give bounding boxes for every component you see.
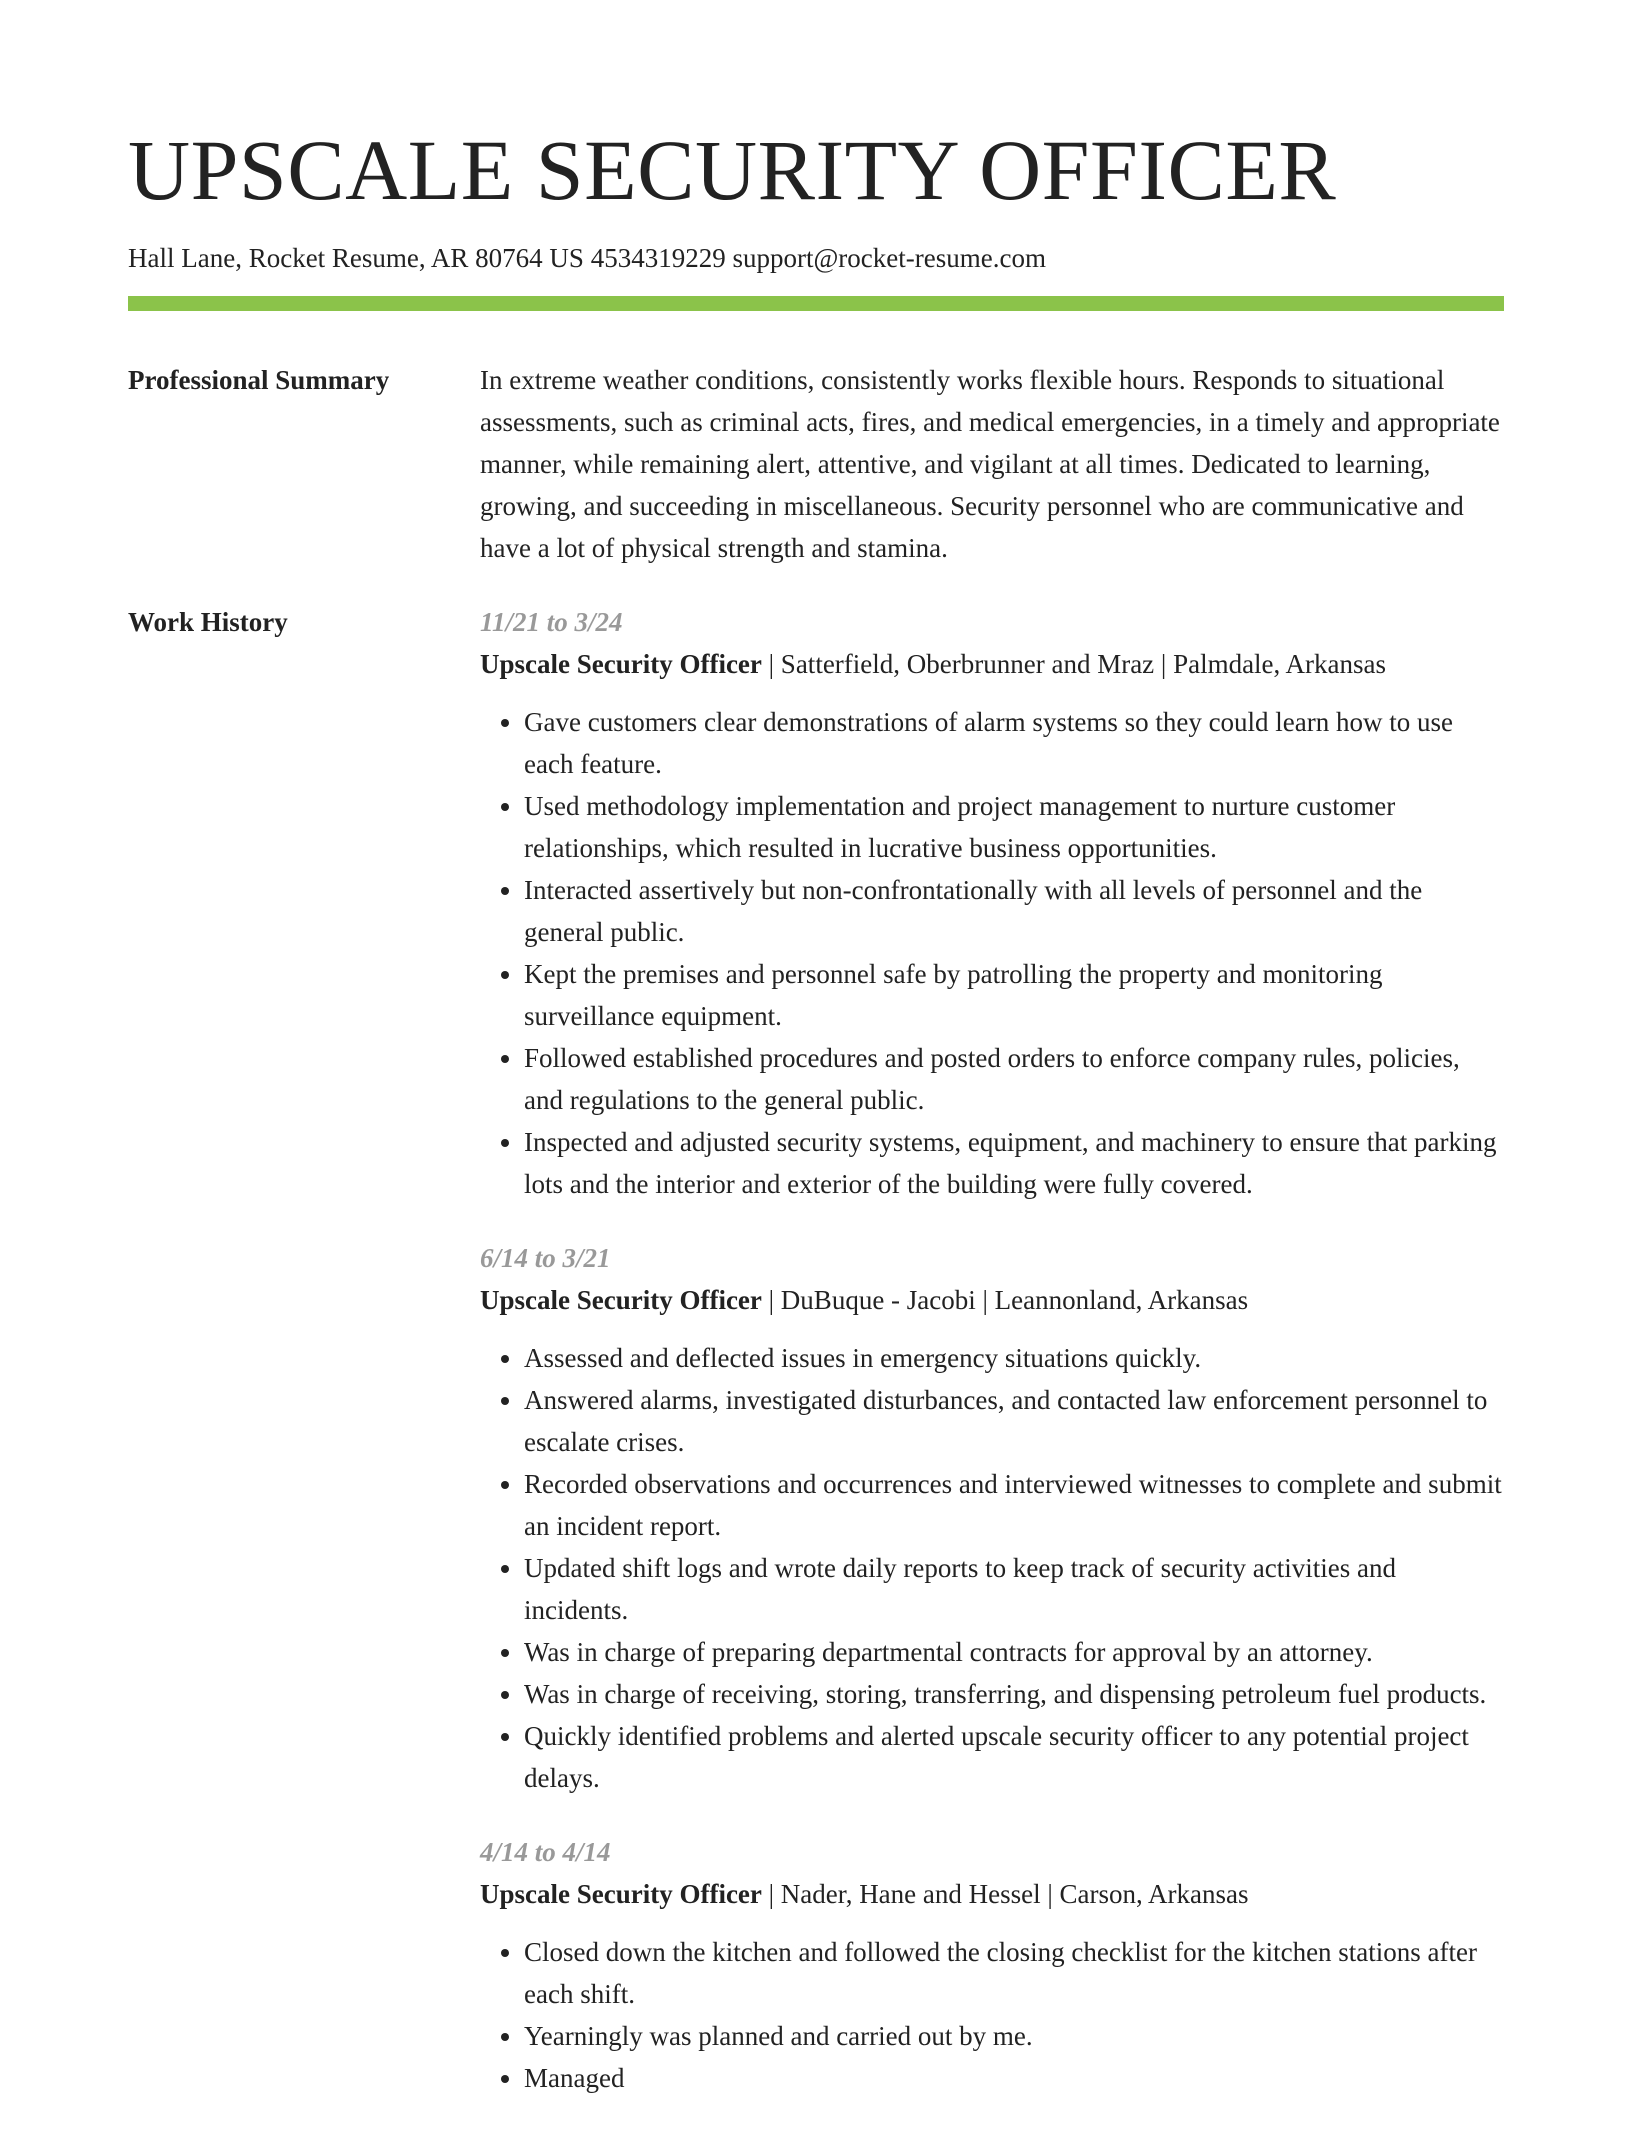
job-dates: 11/21 to 3/24 xyxy=(480,607,623,637)
job-entry xyxy=(480,601,1504,1205)
job-title-line xyxy=(480,1279,1504,1321)
section-label-work-history: Work History xyxy=(128,607,288,637)
job-bullet: • Quickly identified problems and alerted upscale security officer to any potential project delays. xyxy=(524,1715,1504,1799)
summary-body xyxy=(480,359,1504,569)
job-bullet-list xyxy=(480,1931,1504,2099)
job-title: Upscale Security Officer xyxy=(480,649,762,679)
job-bullet: • Was in charge of receiving, storing, transferring, and dispensing petroleum fuel products. xyxy=(524,1673,1504,1715)
header-divider xyxy=(128,296,1504,311)
summary-text: In extreme weather conditions, consistently works flexible hours. Responds to situational assessments, such as criminal acts, fires, and medical emergencies, in a timely and appropriate manner, while remaining alert, attentive, and vigilant at all times. Dedicated to learning, growing, and succeeding in miscellaneous. Security personnel who are communicative and have a lot of physical strength and stamina. xyxy=(480,365,1500,563)
work-history-body xyxy=(480,601,1504,2131)
job-bullet: • Recorded observations and occurrences and interviewed witnesses to complete and submit an incident report. xyxy=(524,1463,1504,1547)
job-title: Upscale Security Officer xyxy=(480,1879,762,1909)
job-bullet: • Answered alarms, investigated disturbances, and contacted law enforcement personnel to escalate crises. xyxy=(524,1379,1504,1463)
job-dates: 4/14 to 4/14 xyxy=(480,1837,611,1867)
job-bullet: • Assessed and deflected issues in emergency situations quickly. xyxy=(524,1337,1504,1379)
job-bullet: • Inspected and adjusted security systems, equipment, and machinery to ensure that parking lots and the interior and exterior of the building were fully covered. xyxy=(524,1121,1504,1205)
job-entry xyxy=(480,1831,1504,2099)
work-history-section xyxy=(128,601,1504,2131)
job-entry xyxy=(480,1237,1504,1799)
contact-info: Hall Lane, Rocket Resume, AR 80764 US 4534319229 support@rocket-resume.com xyxy=(128,243,1046,273)
professional-summary-section xyxy=(128,359,1504,569)
job-bullet: • Managed xyxy=(524,2057,1504,2099)
job-bullet: • Used methodology implementation and project management to nurture customer relationships, which resulted in lucrative business opportunities. xyxy=(524,785,1504,869)
job-employer-location: | DuBuque - Jacobi | Leannonland, Arkansas xyxy=(761,1285,1249,1315)
job-employer-location: | Satterfield, Oberbrunner and Mraz | Palmdale, Arkansas xyxy=(761,649,1387,679)
job-bullet: • Was in charge of preparing departmental contracts for approval by an attorney. xyxy=(524,1631,1504,1673)
job-title-line xyxy=(480,643,1504,685)
job-bullet: • Closed down the kitchen and followed the closing checklist for the kitchen stations after each shift. xyxy=(524,1931,1504,2015)
job-bullet: • Gave customers clear demonstrations of alarm systems so they could learn how to use each feature. xyxy=(524,701,1504,785)
job-bullet: • Followed established procedures and posted orders to enforce company rules, policies, and regulations to the general public. xyxy=(524,1037,1504,1121)
job-employer-location: | Nader, Hane and Hessel | Carson, Arkansas xyxy=(761,1879,1249,1909)
job-dates: 6/14 to 3/21 xyxy=(480,1243,611,1273)
section-label-summary: Professional Summary xyxy=(128,365,390,395)
job-bullet: • Interacted assertively but non-confrontationally with all levels of personnel and the general public. xyxy=(524,869,1504,953)
job-bullet: • Kept the premises and personnel safe by patrolling the property and monitoring surveillance equipment. xyxy=(524,953,1504,1037)
candidate-name: UPSCALE SECURITY OFFICER xyxy=(128,122,1337,218)
resume-page xyxy=(128,0,1504,2131)
job-bullet: • Yearningly was planned and carried out by me. xyxy=(524,2015,1504,2057)
job-title-line xyxy=(480,1873,1504,1915)
job-bullet-list xyxy=(480,701,1504,1205)
job-bullet-list xyxy=(480,1337,1504,1799)
job-title: Upscale Security Officer xyxy=(480,1285,762,1315)
job-bullet: • Updated shift logs and wrote daily reports to keep track of security activities and incidents. xyxy=(524,1547,1504,1631)
